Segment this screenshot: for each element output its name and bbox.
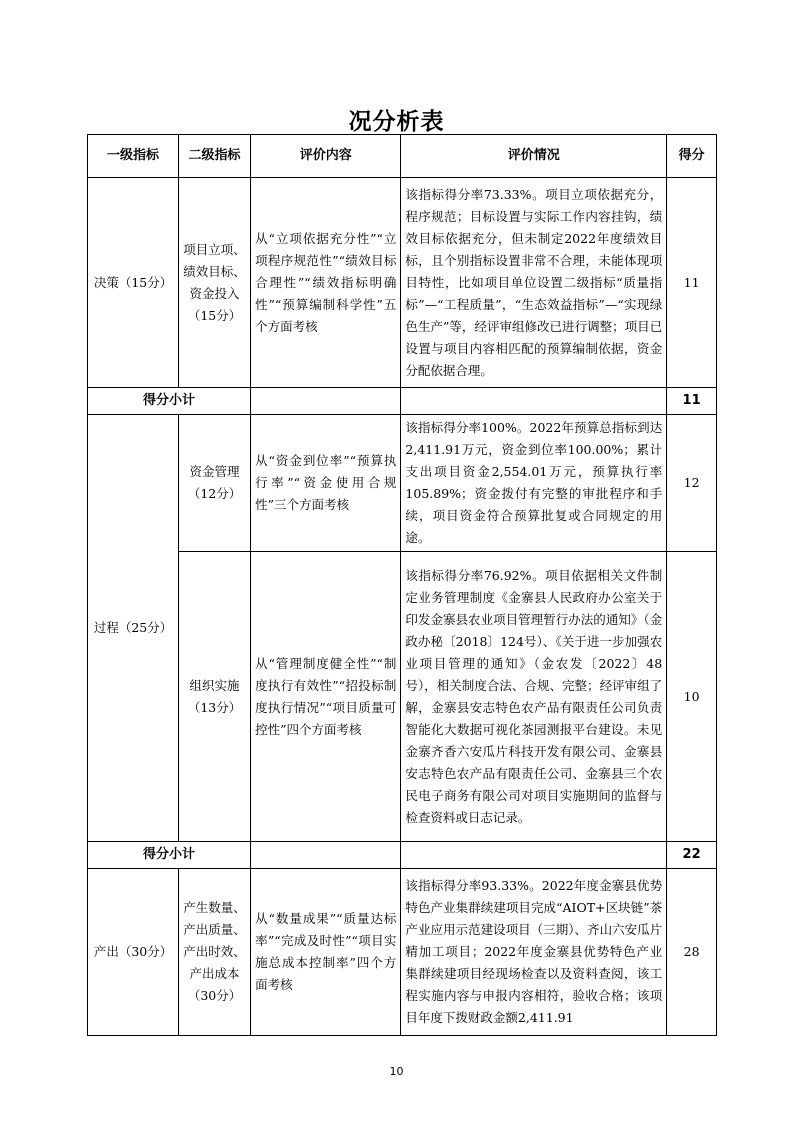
empty-cell [401, 842, 667, 869]
evaluation-cell: 该指标得分率100%。2022年预算总指标到达2,411.91万元，资金到位率100.00%；累计支出项目资金2,554.01万元，预算执行率105.89%；资金拨付有完整的审批程序和手续，项目资金符合预算批复或合同规定的用途。 [401, 415, 667, 552]
header-level1: 一级指标 [88, 135, 179, 178]
level1-cell: 产出（30分） [88, 869, 179, 1036]
page-title: 况分析表 [348, 109, 445, 135]
empty-cell [401, 388, 667, 415]
page-number: 10 [389, 1065, 404, 1078]
subtotal-score: 22 [667, 842, 717, 869]
level2-cell: 产生数量、产出质量、产出时效、产出成本（30分） [179, 869, 251, 1036]
score-cell: 11 [667, 178, 717, 388]
level1-cell: 决策（15分） [88, 178, 179, 388]
header-content: 评价内容 [251, 135, 401, 178]
level2-cell: 项目立项、绩效目标、资金投入（15分） [179, 178, 251, 388]
header-score: 得分 [667, 135, 717, 178]
subtotal-row [88, 842, 717, 869]
subtotal-score: 11 [667, 388, 717, 415]
subtotal-label: 得分小计 [88, 842, 251, 869]
header-level2: 二级指标 [179, 135, 251, 178]
table-row-output [88, 869, 717, 1036]
content-cell: 从“数量成果”“质量达标率”“完成及时性”“项目实施总成本控制率”四个方面考核 [251, 869, 401, 1036]
evaluation-cell: 该指标得分率76.92%。项目依据相关文件制定业务管理制度《金寨县人民政府办公室关于印发金寨县农业项目管理暂行办法的通知》（金政办秘〔2018〕124号）、《关于进一步加强农业项目管理的通知》（金农发〔2022〕48号），相关制度合法、合规、完整；经评审组了解，金寨县安志特色农产品有限责任公司负责智能化大数据可视化茶园测报平台建设。未见金寨齐香六安瓜片科技开发有限公司、金寨县安志特色农产品有限责任公司、金寨县三个农民电子商务有限公司对项目实施期间的监督与检查资料或日志记录。 [401, 552, 667, 842]
content-cell: 从“管理制度健全性”“制度执行有效性”“招投标制度执行情况”“项目质量可控性”四个方面考核 [251, 552, 401, 842]
table-row-decision [88, 178, 717, 388]
header-evaluation: 评价情况 [401, 135, 667, 178]
level1-cell: 过程（25分） [88, 415, 179, 842]
evaluation-cell: 该指标得分率73.33%。项目立项依据充分，程序规范；目标设置与实际工作内容挂钩，绩效目标依据充分，但未制定2022年度绩效目标，且个别指标设置非常不合理，未能体现项目特性，比如项目单位设置二级指标“质量指标”—“工程质量”，“生态效益指标”—“实现绿色生产”等，经评审组修改已进行调整；项目已设置与项目内容相匹配的预算编制依据，资金分配依据合理。 [401, 178, 667, 388]
empty-cell [251, 388, 401, 415]
empty-cell [251, 842, 401, 869]
level2-cell: 组织实施（13分） [179, 552, 251, 842]
score-cell: 10 [667, 552, 717, 842]
header-row [88, 135, 717, 178]
table-row-process-funds [88, 415, 717, 552]
score-cell: 12 [667, 415, 717, 552]
content-cell: 从“立项依据充分性”“立项程序规范性”“绩效目标合理性”“绩效指标明确性”“预算编制科学性”五个方面考核 [251, 178, 401, 388]
evaluation-cell: 该指标得分率93.33%。2022年度金寨县优势特色产业集群续建项目完成“AIOT+区块链”茶产业应用示范建设项目（三期）、齐山六安瓜片精加工项目；2022年度金寨县优势特色产业集群续建项目经现场检查以及资料查阅，该工程实施内容与申报内容相符，验收合格；该项目年度下拨财政金额2,411.91 [401, 869, 667, 1036]
score-cell: 28 [667, 869, 717, 1036]
subtotal-label: 得分小计 [88, 388, 251, 415]
subtotal-row [88, 388, 717, 415]
level2-cell: 资金管理（12分） [179, 415, 251, 552]
content-cell: 从“资金到位率”“预算执行率”“资金使用合规性”三个方面考核 [251, 415, 401, 552]
table-row-process-org [88, 552, 717, 842]
evaluation-table [87, 134, 717, 1036]
